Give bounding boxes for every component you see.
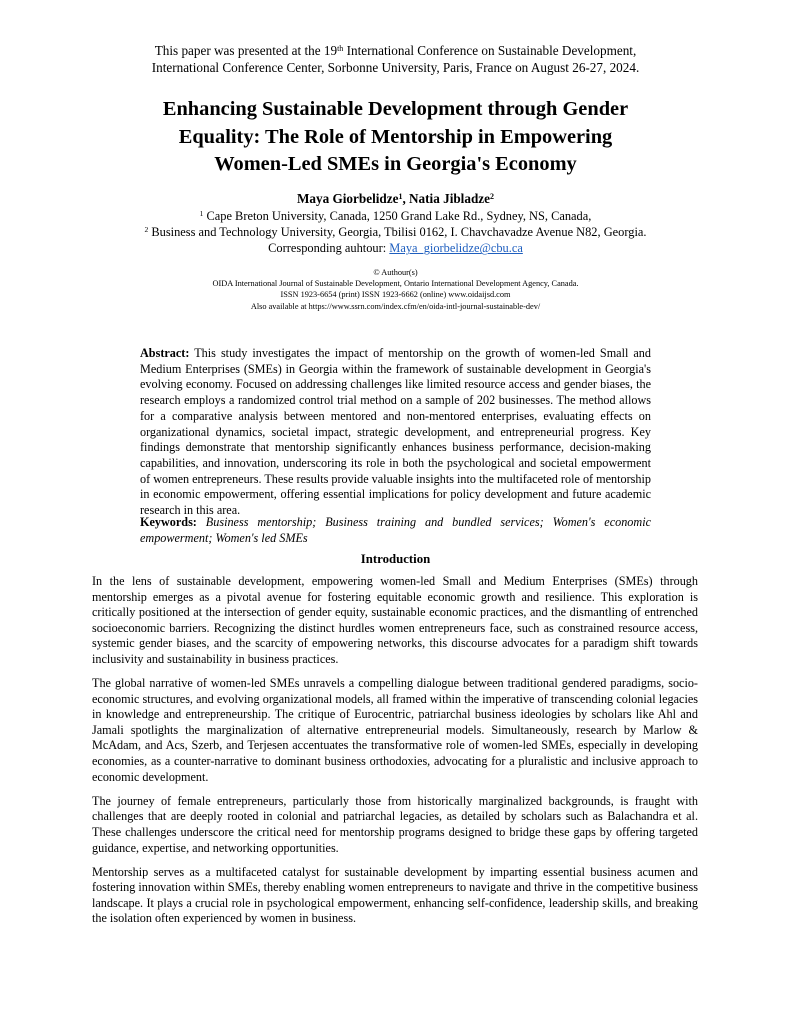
author-separator: , xyxy=(402,191,410,206)
keywords-text: Business mentorship; Business training and bundled services; Women's economic empowerment; Women's led SMEs xyxy=(140,515,651,545)
corresponding-author xyxy=(80,240,711,256)
journal-line: OIDA International Journal of Sustainable Development, Ontario International Development Agency, Canada. xyxy=(212,279,579,289)
abstract xyxy=(140,346,651,519)
author-name: Natia Jibladze xyxy=(409,191,490,206)
affiliation-1 xyxy=(80,208,711,224)
affiliation-text: Cape Breton University, Canada, 1250 Grand Lake Rd., Sydney, NS, Canada, xyxy=(203,209,592,223)
body-paragraph: The journey of female entrepreneurs, particularly those from historically marginalized backgrounds, is fraught with challenges that are deeply rooted in colonial and patriarchal legacies, as detailed by scholars such as Balachandra et al. These challenges underscore the critical need for mentorship programs designed to bridge these gaps by offering targeted guidance, expertise, and networking opportunities. xyxy=(92,793,698,855)
copyright-block xyxy=(80,267,711,312)
title-line: Equality: The Role of Mentorship in Empowering xyxy=(178,125,613,148)
corresponding-label: Corresponding auhtour: xyxy=(268,241,390,256)
body-paragraph: Mentorship serves as a multifaceted catalyst for sustainable development by imparting essential business acumen and fostering innovation within SMEs, thereby enabling women entrepreneurs to navigate and thrive in the competitive business landscape. It plays a crucial role in psychological empowerment, enhancing self-confidence, leadership skills, and breaking the isolation often experienced by women in business. xyxy=(92,864,698,926)
email-link[interactable]: Maya_giorbelidze@cbu.ca xyxy=(389,241,523,256)
introduction-body xyxy=(92,574,698,935)
affiliation-marker: 2 xyxy=(144,225,149,235)
ordinal-superscript: th xyxy=(337,44,344,53)
conference-note-line2: International Conference Center, Sorbonne University, Paris, France on August 26-27, 2024. xyxy=(151,60,640,75)
author-list xyxy=(80,190,711,207)
keywords xyxy=(140,515,651,546)
affiliation-marker: 1 xyxy=(398,192,403,201)
affiliations xyxy=(80,208,711,257)
paper-title xyxy=(80,96,711,179)
author-name: Maya Giorbelidze xyxy=(296,191,399,206)
keywords-label: Keywords: xyxy=(140,515,197,529)
title-line: Enhancing Sustainable Development through Gender xyxy=(162,98,629,120)
affiliation-2 xyxy=(80,224,711,240)
body-paragraph: In the lens of sustainable development, empowering women-led Small and Medium Enterprises (SMEs) through mentorship emerges as a pivotal avenue for fostering equitable economic growth and resilience. This exploration is critically positioned at the intersection of gender equity, sustainable economic practices, and the dismantling of entrenched socioeconomic barriers. Recognizing the distinct hurdles women entrepreneurs face, such as constrained resource access, systemic gender biases, and the scarcity of empowering networks, this discourse advocates for a paradigm shift towards inclusivity and sustainability in business practices. xyxy=(92,574,698,666)
conference-note xyxy=(80,42,711,76)
affiliation-text: Business and Technology University, Georgia, Tbilisi 0162, I. Chavchavadze Avenue N82, Georgia. xyxy=(148,225,647,240)
conference-note-text: This paper was presented at the 19 xyxy=(154,43,338,58)
body-paragraph: The global narrative of women-led SMEs unravels a compelling dialogue between traditional gendered paradigms, socio-economic structures, and evolving organizational models, all framed within the imperative of transcending colonial legacies in knowledge and entrepreneurship. The critique of Eurocentric, patriarchal business ideologies by scholars like Ahl and Jamali spotlights the marginalization of alternative entrepreneurial models. Simultaneously, research by Marlow & McAdam, and Acs, Szerb, and Terjesen accentuates the transformative role of women-led SMEs, especially in developing economies, as a counter-narrative to dominant business orthodoxies, advocating for a pluralistic and inclusive approach to economic development. xyxy=(92,676,698,784)
issn-line: ISSN 1923-6654 (print) ISSN 1923-6662 (online) www.oidaijsd.com xyxy=(280,290,511,300)
affiliation-marker: 2 xyxy=(490,192,494,201)
conference-note-text: International Conference on Sustainable Development, xyxy=(343,43,637,58)
copyright-line: © Authour(s) xyxy=(373,268,418,277)
affiliation-marker: 1 xyxy=(199,209,204,218)
title-line: Women-Led SMEs in Georgia's Economy xyxy=(214,153,577,175)
abstract-label: Abstract: xyxy=(140,346,190,360)
availability-line: Also available at https://www.ssrn.com/index.cfm/en/oida-intl-journal-sustainable-dev/ xyxy=(250,301,541,311)
abstract-text: This study investigates the impact of mentorship on the growth of women-led Small and Medium Enterprises (SMEs) in Georgia within the framework of sustainable development in Georgia's evolving economy. Focused on addressing challenges like limited resource access and gender biases, the research employs a randomized control trial method on a sample of 202 businesses. The method allows for a comparative analysis between mentored and non-mentored enterprises, evaluating effects on organizational dynamics, societal impact, strategic development, and entrepreneurial progress. Key findings demonstrate that mentorship significantly enhances business performance, decision-making capabilities, and innovation, underscoring its role in both the psychological and societal empowerment of women entrepreneurs. These results provide valuable insights into the multifaceted role of mentorship in economic empowerment, offering essential implications for policy development and future academic research in this area. xyxy=(140,346,651,518)
conference-note-line1 xyxy=(80,42,711,59)
section-heading-introduction: Introduction xyxy=(360,552,431,566)
